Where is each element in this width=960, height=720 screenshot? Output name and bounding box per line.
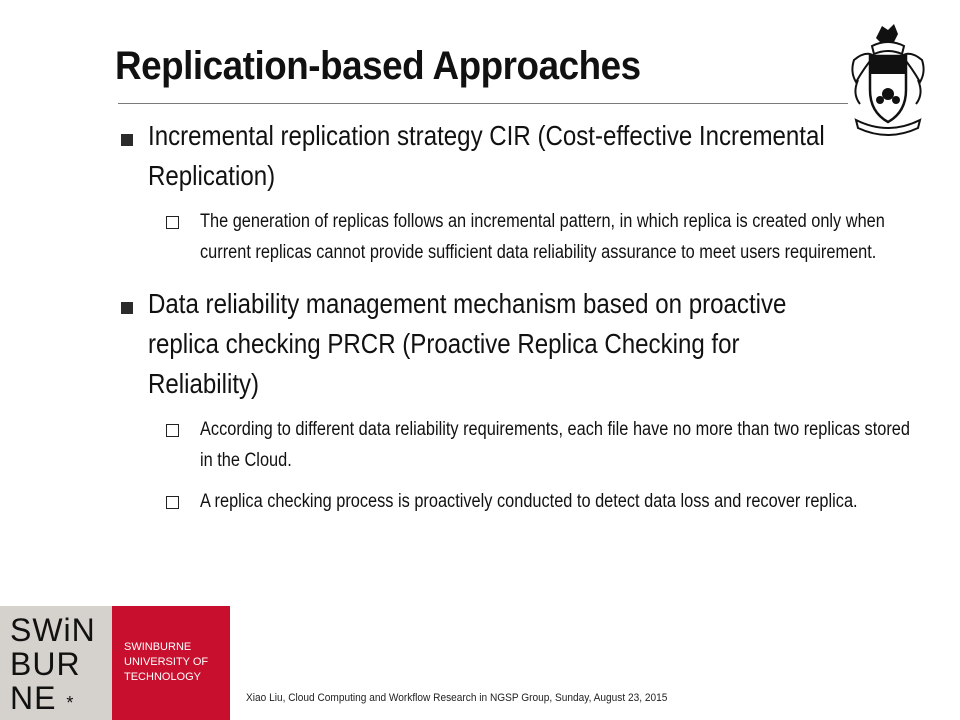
- logo-line-2: BUR: [10, 646, 81, 682]
- hollow-square-bullet-icon: [166, 496, 179, 509]
- university-line-3: TECHNOLOGY: [124, 671, 202, 683]
- hollow-square-bullet-icon: [166, 216, 179, 229]
- sub-bullet-text: According to different data reliability requirements, each file have no more than two replicas stored in the Cloud.: [200, 419, 910, 471]
- logo-ne-text: NE: [10, 680, 57, 716]
- sub-bullet-text: A replica checking process is proactively conducted to detect data loss and recover replica.: [200, 491, 858, 512]
- square-bullet-icon: [121, 134, 133, 146]
- logo-line-1: SWiN: [10, 612, 96, 648]
- logo-line-3: [10, 682, 74, 719]
- sub-bullet-cir-pattern: [118, 206, 918, 268]
- bullet-cir: [118, 116, 918, 196]
- logo-wordmark: [0, 606, 112, 720]
- sub-bullet-text: The generation of replicas follows an incremental pattern, in which replica is created only when current replicas cannot provide sufficient data reliability assurance to meet users requirement.: [200, 211, 885, 263]
- sub-bullet-prcr-replicas: [118, 414, 918, 476]
- logo-university-name: [112, 606, 230, 720]
- bullet-text: Incremental replication strategy CIR (Cost-effective Incremental Replication): [148, 120, 825, 191]
- slide-title: Replication-based Approaches: [115, 44, 641, 88]
- slide-content: [118, 116, 918, 517]
- title-divider: [118, 103, 848, 104]
- swinburne-logo: [0, 606, 230, 720]
- hollow-square-bullet-icon: [166, 424, 179, 437]
- university-line-1: SWINBURNE: [124, 641, 192, 653]
- logo-star: *: [66, 693, 75, 713]
- square-bullet-icon: [121, 302, 133, 314]
- bullet-prcr: [118, 284, 918, 404]
- slide-footer: Xiao Liu, Cloud Computing and Workflow Research in NGSP Group, Sunday, August 23, 2015: [246, 692, 668, 704]
- bullet-text: Data reliability management mechanism based on proactive replica checking PRCR (Proactive Replica Checking for Reliability): [148, 288, 787, 399]
- sub-bullet-prcr-checking: [118, 486, 918, 517]
- university-line-2: UNIVERSITY OF: [124, 656, 209, 668]
